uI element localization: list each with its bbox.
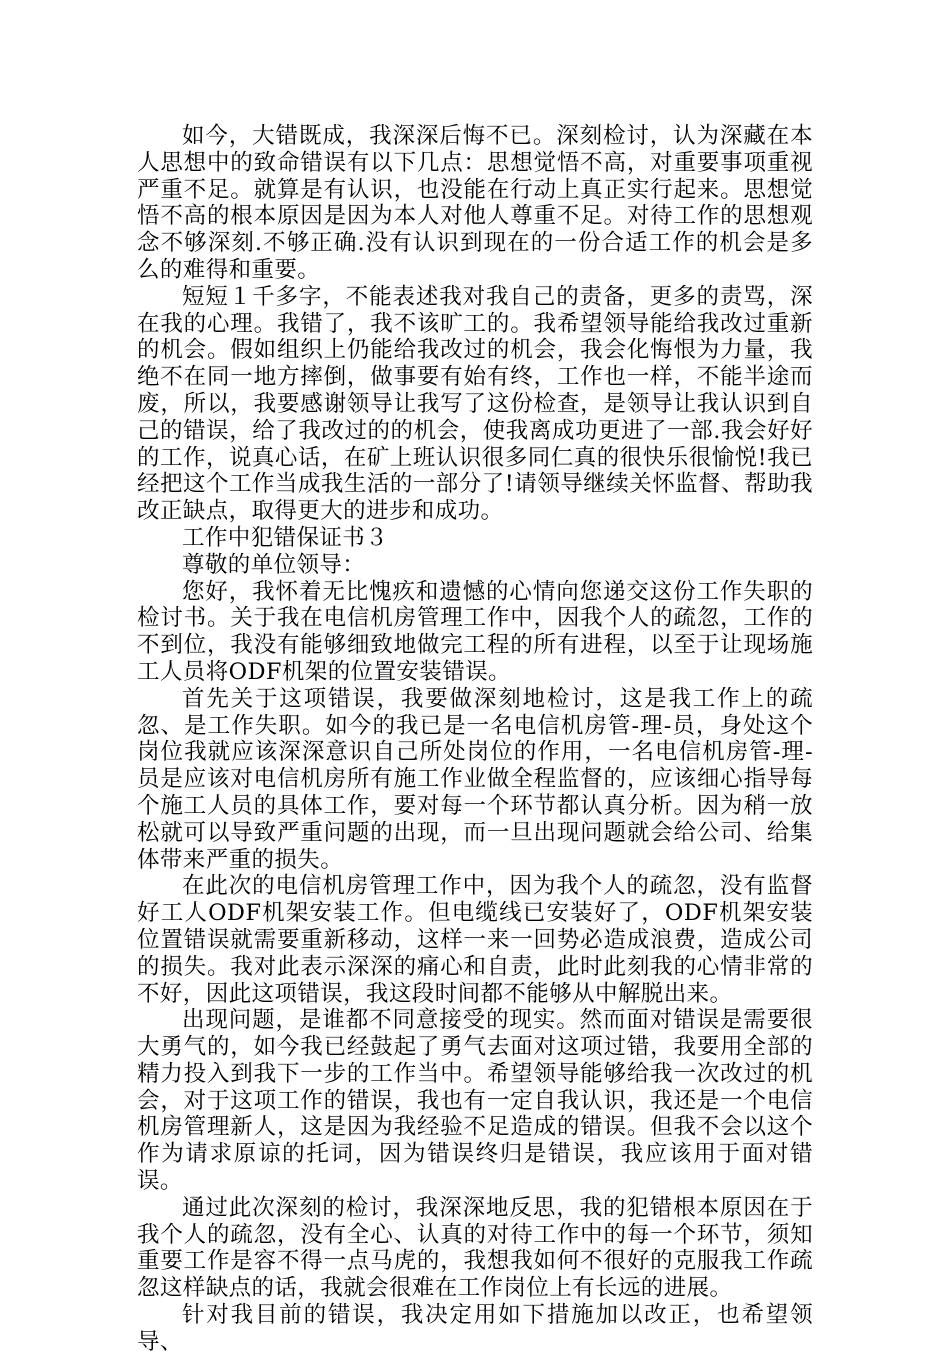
paragraph-facing-error: 出现问题，是谁都不同意接受的现实。然而面对错误是需要很大勇气的，如今我已经鼓起了勇气去面对这项过错，我要用全部的精力投入到我下一步的工作当中。希望领导能够给我一次改过的机会，对于这项工作的错误，我也有一定自我认识，我还是一个电信机房管理新人，这是因为我经验不足造成的错误。但我不会以这个作为请求原谅的托词，因为错误终归是错误，我应该用于面对错误。 xyxy=(137,1007,813,1195)
section-title: 工作中犯错保证书３ xyxy=(182,524,389,551)
paragraph-reflection: 通过此次深刻的检讨，我深深地反思，我的犯错根本原因在于我个人的疏忽，没有全心、认真的对待工作中的每一个环节，须知重要工作是容不得一点马虎的，我想我如何不很好的克服我工作疏忽这样缺点的话，我就会很难在工作岗位上有长远的进展。 xyxy=(137,1194,813,1302)
salutation: 尊敬的单位领导： xyxy=(182,551,366,578)
paragraph-measures: 针对我目前的错误，我决定用如下措施加以改正，也希望领导、 xyxy=(137,1302,813,1355)
paragraph-regret: 如今，大错既成，我深深后悔不已。深刻检讨，认为深藏在本人思想中的致命错误有以下几点：思想觉悟不高，对重要事项重视严重不足。就算是有认识，也没能在行动上真正实行起来。思想觉悟不高的根本原因是因为本人对他人尊重不足。对待工作的思想观念不够深刻.不够正确.没有认识到现在的一份合适工作的机会是多么的难得和重要。 xyxy=(137,123,813,283)
paragraph-incident: 在此次的电信机房管理工作中，因为我个人的疏忽，没有监督好工人ODF机架安装工作。但电缆线已安装好了，ODF机架安装位置错误就需要重新移动，这样一来一回势必造成浪费，造成公司的损失。我对此表示深深的痛心和自责，此时此刻我的心情非常的不好，因此这项错误，我这段时间都不能够从中解脱出来。 xyxy=(137,873,813,1007)
document-body xyxy=(137,123,813,1356)
paragraph-self-blame: 短短１千多字，不能表述我对我自己的责备，更多的责骂，深在我的心理。我错了，我不该旷工的。我希望领导能给我改过重新的机会。假如组织上仍能给我改过的机会，我会化悔恨为力量，我绝不在同一地方摔倒，做事要有始有终，工作也一样，不能半途而废，所以，我要感谢领导让我写了这份检查，是领导让我认识到自己的错误，给了我改过的的机会，使我离成功更进了一部.我会好好的工作，说真心话，在矿上班认识很多同仁真的很快乐很愉悦!我已经把这个工作当成我生活的一部分了!请领导继续关怀监督、帮助我改正缺点，取得更大的进步和成功。 xyxy=(137,283,813,525)
paragraph-first-review: 首先关于这项错误，我要做深刻地检讨，这是我工作上的疏忽、是工作失职。如今的我已是一名电信机房管-理-员，身处这个岗位我就应该深深意识自己所处岗位的作用，一名电信机房管-理-员是应该对电信机房所有施工作业做全程监督的，应该细心指导每个施工人员的具体工作，要对每一个环节都认真分析。因为稍一放松就可以导致严重问题的出现，而一旦出现问题就会给公司、给集体带来严重的损失。 xyxy=(137,685,813,873)
paragraph-greeting: 您好，我怀着无比愧疚和遗憾的心情向您递交这份工作失职的检讨书。关于我在电信机房管理工作中，因我个人的疏忽，工作的不到位，我没有能够细致地做完工程的所有进程，以至于让现场施工人员将ODF机架的位置安装错误。 xyxy=(137,578,813,685)
